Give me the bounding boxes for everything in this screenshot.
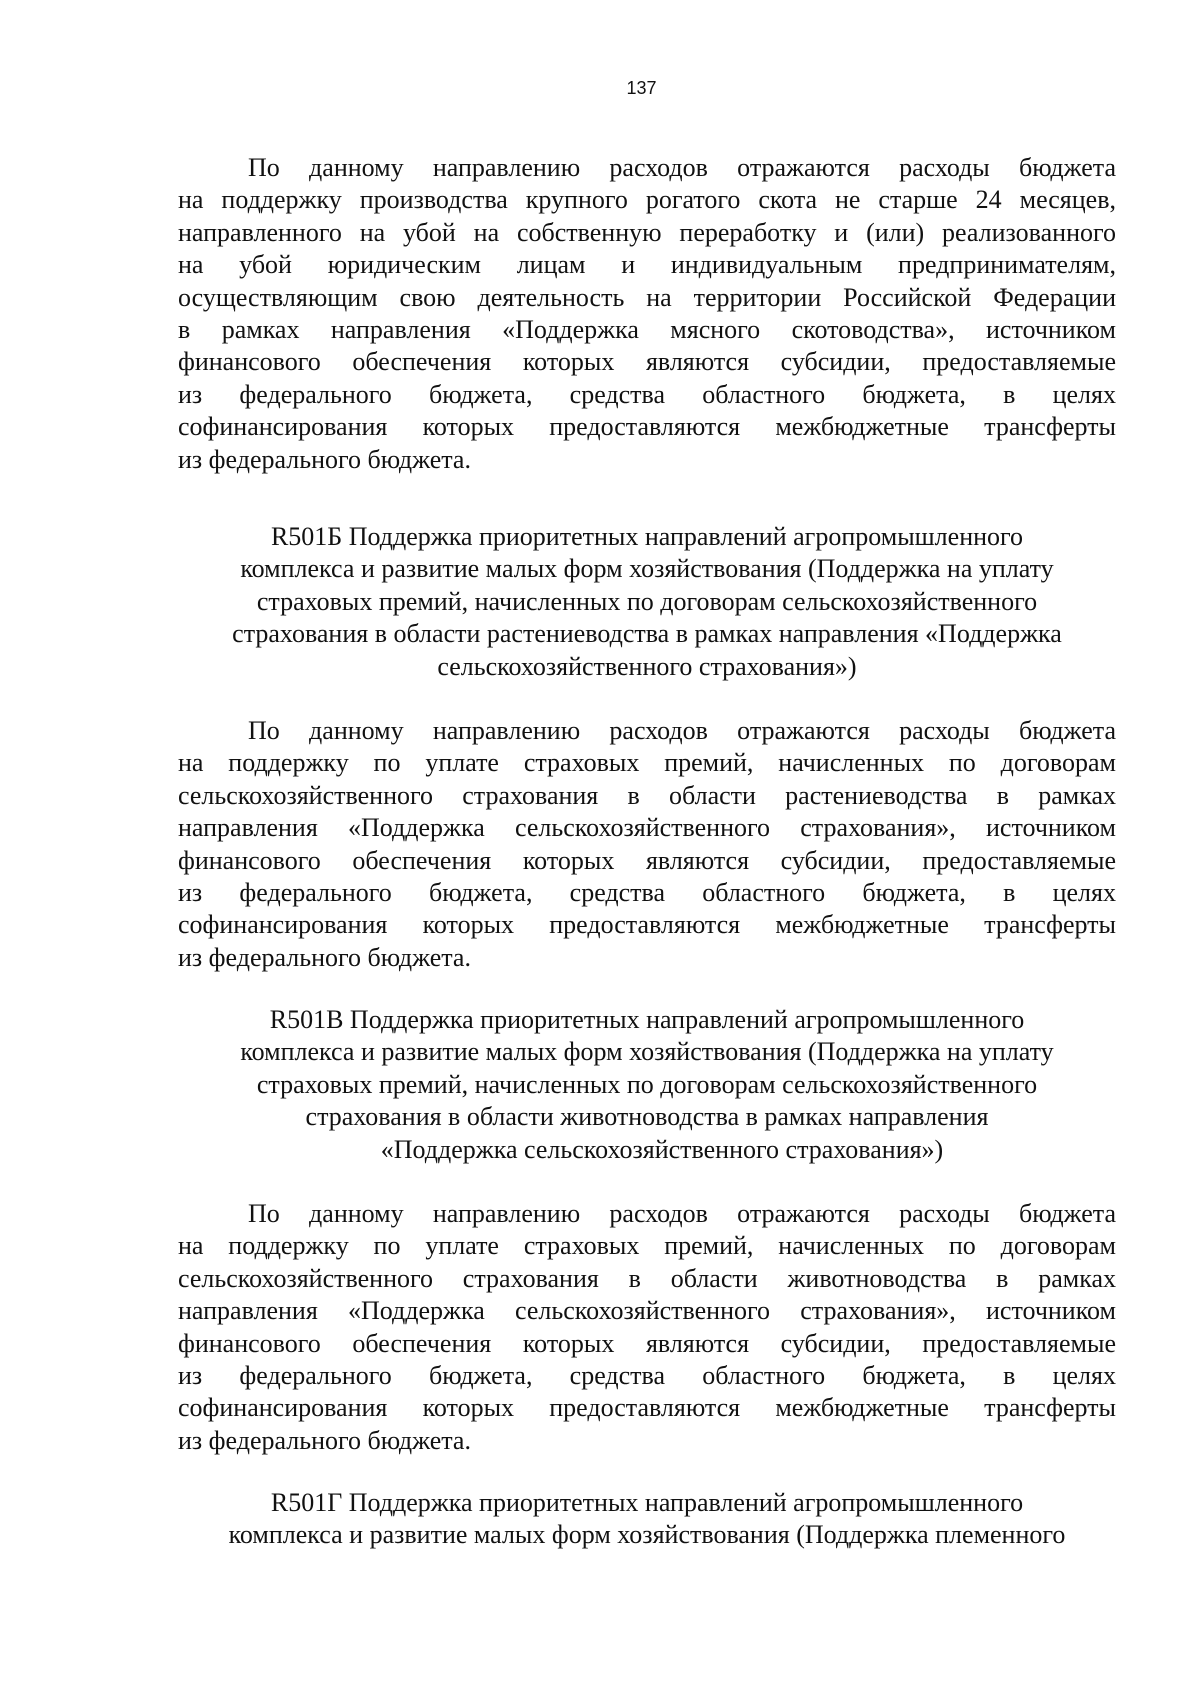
heading-line: R501Б Поддержка приоритетных направлений агропромышленного — [270, 522, 1024, 551]
heading-line: страхования в области растениеводства в рамках направления «Поддержка — [232, 619, 1062, 649]
section-heading-r501v — [178, 1004, 1116, 1166]
paragraph-line: финансового обеспечения которых являются субсидии, предоставляемые — [178, 347, 1116, 377]
paragraph-line: По данному направлению расходов отражаются расходы бюджета — [248, 1199, 1116, 1228]
paragraph-line: из федерального бюджета, средства областного бюджета, в целях — [178, 877, 1116, 907]
paragraph-line: направленного на убой на собственную переработку и (или) реализованного — [178, 217, 1116, 247]
section-heading-r501g — [178, 1487, 1116, 1552]
paragraph-line: на убой юридическим лицам и индивидуальным предпринимателям, — [178, 250, 1116, 280]
heading-line: «Поддержка сельскохозяйственного страхования») — [380, 1134, 944, 1164]
body-paragraph-3 — [178, 1198, 1116, 1457]
heading-line: страхования в области животноводства в рамках направления — [305, 1102, 989, 1132]
paragraph-line: По данному направлению расходов отражаются расходы бюджета — [248, 153, 1116, 182]
heading-line: комплекса и развитие малых форм хозяйствования (Поддержка на уплату — [240, 554, 1054, 584]
paragraph-line: сельскохозяйственного страхования в области растениеводства в рамках — [178, 780, 1116, 810]
section-heading-r501b — [178, 521, 1116, 683]
paragraph-line: финансового обеспечения которых являются субсидии, предоставляемые — [178, 1328, 1116, 1358]
paragraph-line: из федерального бюджета, средства областного бюджета, в целях — [178, 379, 1116, 409]
body-paragraph-2 — [178, 715, 1116, 974]
page-number: 137 — [626, 78, 657, 98]
paragraph-line: осуществляющим свою деятельность на территории Российской Федерации — [178, 282, 1116, 312]
heading-line: R501Г Поддержка приоритетных направлений агропромышленного — [270, 1488, 1024, 1517]
paragraph-line: на поддержку производства крупного рогатого скота не старше 24 месяцев, — [178, 185, 1116, 215]
paragraph-line: софинансирования которых предоставляются межбюджетные трансферты — [178, 412, 1116, 442]
paragraph-line: из федерального бюджета, средства областного бюджета, в целях — [178, 1360, 1116, 1390]
paragraph-line: финансового обеспечения которых являются субсидии, предоставляемые — [178, 845, 1116, 875]
paragraph-line: на поддержку по уплате страховых премий, начисленных по договорам — [178, 1231, 1116, 1261]
body-paragraph-1 — [178, 152, 1116, 476]
heading-line: R501В Поддержка приоритетных направлений агропромышленного — [269, 1005, 1025, 1034]
paragraph-line: направления «Поддержка сельскохозяйственного страхования», источником — [178, 813, 1116, 843]
heading-line: комплекса и развитие малых форм хозяйствования (Поддержка на уплату — [240, 1037, 1054, 1067]
paragraph-line: из федерального бюджета. — [178, 942, 471, 972]
paragraph-line: из федерального бюджета. — [178, 1425, 471, 1455]
paragraph-line: на поддержку по уплате страховых премий, начисленных по договорам — [178, 748, 1116, 778]
heading-line: страховых премий, начисленных по договорам сельскохозяйственного — [256, 586, 1038, 616]
paragraph-line: из федерального бюджета. — [178, 444, 471, 474]
heading-line: страховых премий, начисленных по договорам сельскохозяйственного — [256, 1069, 1038, 1099]
paragraph-line: направления «Поддержка сельскохозяйственного страхования», источником — [178, 1296, 1116, 1326]
heading-line: сельскохозяйственного страхования») — [437, 651, 857, 681]
paragraph-line: сельскохозяйственного страхования в области животноводства в рамках — [178, 1263, 1116, 1293]
paragraph-line: софинансирования которых предоставляются межбюджетные трансферты — [178, 1393, 1116, 1423]
heading-line: комплекса и развитие малых форм хозяйствования (Поддержка племенного — [228, 1520, 1066, 1550]
paragraph-line: По данному направлению расходов отражаются расходы бюджета — [248, 716, 1116, 745]
paragraph-line: софинансирования которых предоставляются межбюджетные трансферты — [178, 910, 1116, 940]
paragraph-line: в рамках направления «Поддержка мясного скотоводства», источником — [178, 314, 1116, 344]
